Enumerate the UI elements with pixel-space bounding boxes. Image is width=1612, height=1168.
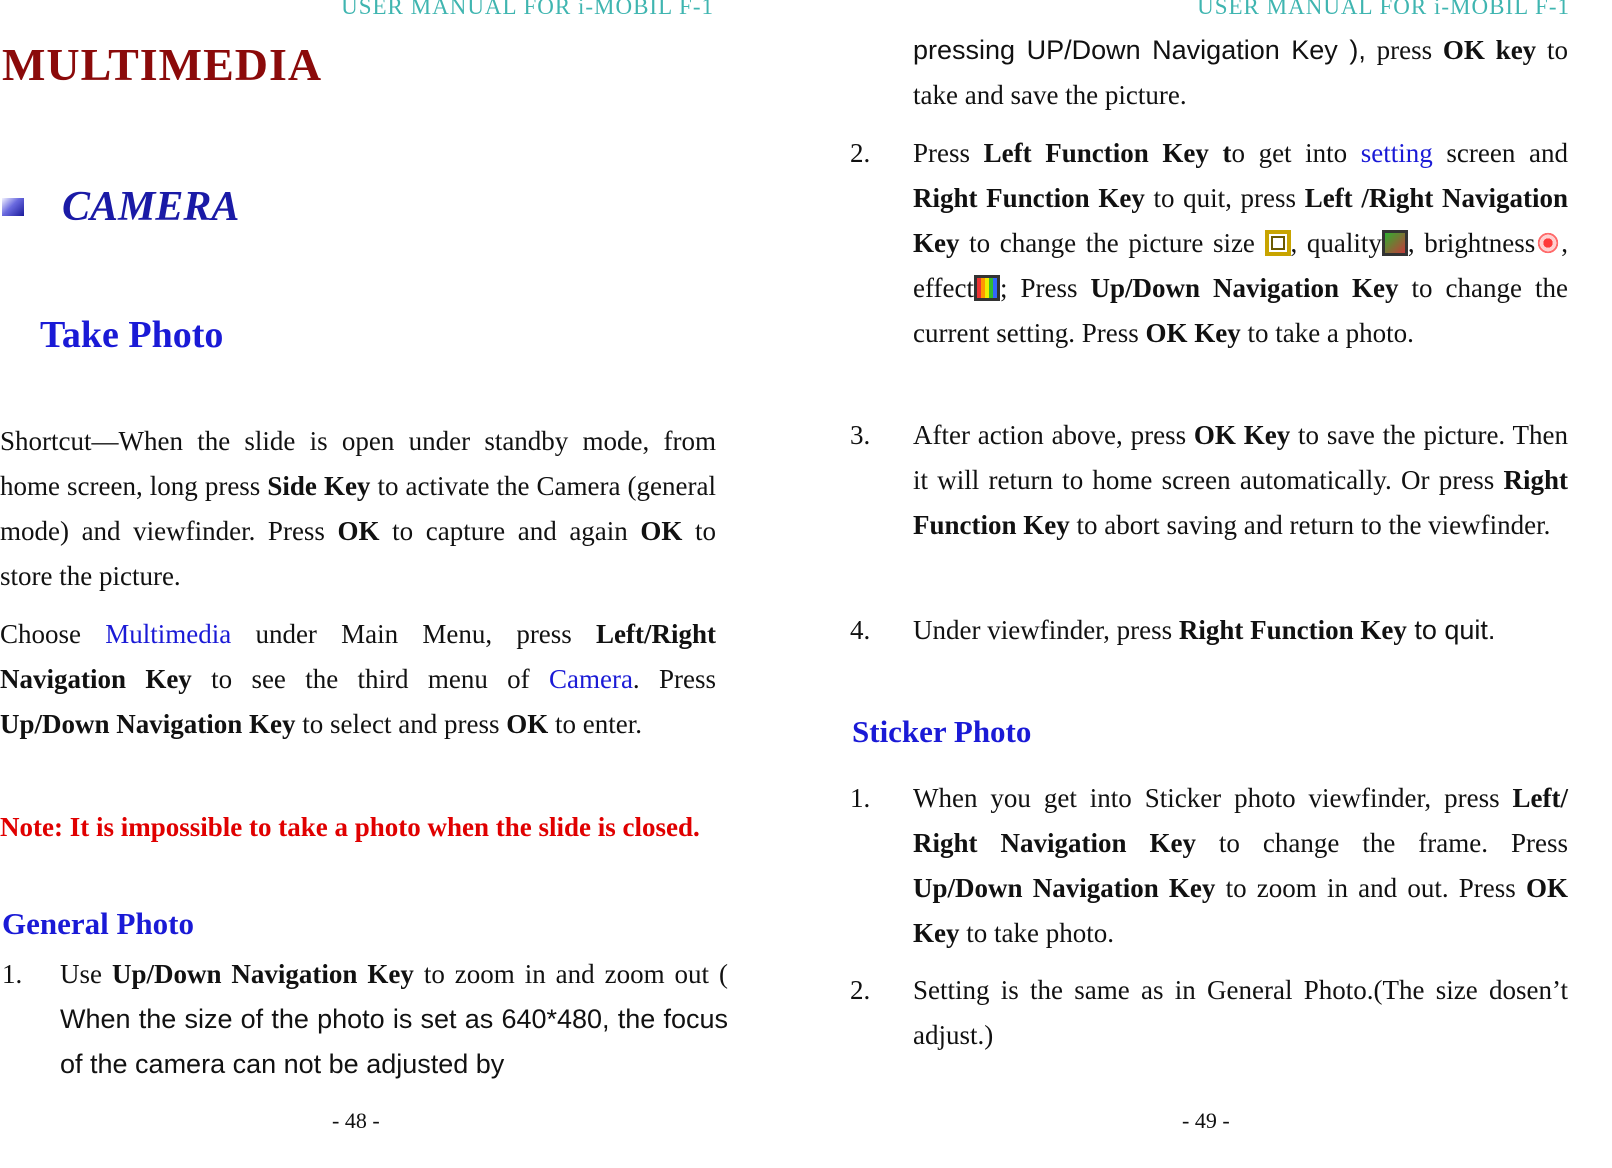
multimedia-link: Multimedia — [105, 619, 232, 649]
sticker-photo-heading: Sticker Photo — [852, 714, 1032, 749]
brightness-icon — [1535, 230, 1561, 256]
quality-icon — [1382, 230, 1408, 256]
section-title: CAMERA — [62, 184, 240, 230]
effect-icon — [974, 275, 1000, 301]
subsection-title: Take Photo — [40, 314, 224, 356]
choose-paragraph: Choose Multimedia under Main Menu, press Left/Right Navigation Key to see the third menu of Camera. Press Up/Down Navigation Key to select and press OK to enter. — [0, 619, 717, 739]
square-bullet-icon — [2, 198, 24, 216]
page-number: - 48 - — [332, 1108, 380, 1133]
section-heading — [2, 183, 239, 231]
camera-link: Camera — [548, 664, 633, 694]
chapter-title: MULTIMEDIA — [2, 39, 323, 90]
setting-link: setting — [1360, 138, 1433, 168]
general-photo-heading: General Photo — [2, 906, 194, 941]
running-header: USER MANUAL FOR i-MOBIL F-1 — [341, 0, 714, 19]
page-number: - 49 - — [1182, 1108, 1230, 1133]
picture-size-icon — [1265, 230, 1291, 256]
page-48: USER MANUAL FOR i-MOBIL F-1 MULTIMEDIA CAMERA Take Photo Shortcut—When the slide is open under standby mode, from home screen, long press Side Key to activate the Camera (general mode) and viewfinder. Press OK to capture and again OK to store the picture. Choose Multimedia under Main Menu, press Left/Right Navigation Key to see the third menu of Camera. Press Up/Down Navigation Key to select and press OK to enter. Note: It is impossible to take a photo when the slide is closed. General Photo 1. Use Up/Down Navigation Key to zoom in and zoom out ( When the size of the photo is set as 640*480, the focus of the camera can not be adjusted by - 48 - — [0, 0, 740, 1168]
running-header: USER MANUAL FOR i-MOBIL F-1 — [1197, 0, 1570, 19]
note-paragraph: Note: It is impossible to take a photo when the slide is closed. — [0, 812, 700, 842]
shortcut-paragraph: Shortcut—When the slide is open under standby mode, from home screen, long press Side Key to activate the Camera (general mode) and viewfinder. Press OK to capture and again OK to store the picture. — [0, 426, 716, 591]
page-49: USER MANUAL FOR i-MOBIL F-1 pressing UP/Down Navigation Key ), press OK key to take and save the picture. 2. Press Left Function Key to get into setting screen and Right Function Key to quit, press Left /Right Navigation Key to change the picture size , quality , brightness , effect ; Press Up/Down Navigation Key to change the current setting. Press OK Key to take a photo. 3. After action above, press OK Key to save the picture. Then it will return to home screen automatically. Or press Right Function Key to abort saving and return to the viewfinder. 4. Under viewfinder, press Right Function Key to quit. Sticker Photo 1. When you get into Sticker photo viewfinder, press Left/ Right Navigation Key to change the frame. Press Up/Down Navigation Key to zoom in and out. Press OK Key to take photo. 2. Setting is the same as in General Photo.(The size dosen’t adjust.) - 49 - — [850, 0, 1570, 1168]
